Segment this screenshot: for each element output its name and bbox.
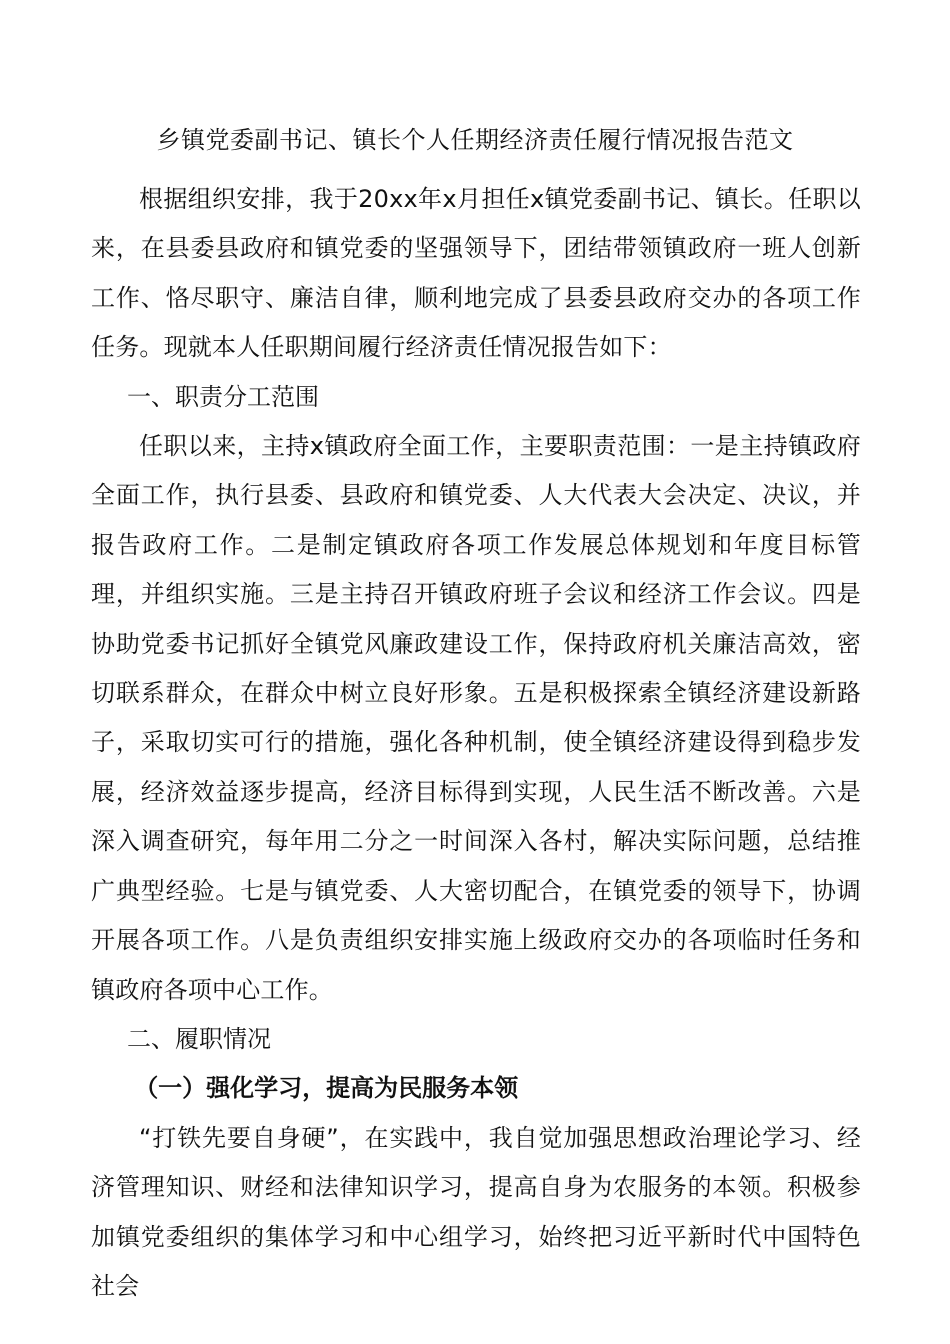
subsection-heading-study: （一）强化学习，提高为民服务本领 <box>134 1074 519 1103</box>
intro-paragraph: 根据组织安排，我于20xx年x月担任x镇党委副书记、镇长。任职以来，在县委县政府和镇党委的坚强领导下，团结带领镇政府一班人创新工作、恪尽职守、廉洁自律，顺利地完成了县委县政府交办的各项工作任务。现就本人任职期间履行经济责任情况报告如下： <box>91 185 861 362</box>
section-heading-performance: 二、履职情况 <box>127 1024 271 1053</box>
duties-paragraph: 任职以来，主持x镇政府全面工作，主要职责范围：一是主持镇政府全面工作，执行县委、县政府和镇党委、人大代表大会决定、决议，并报告政府工作。二是制定镇政府各项工作发展总体规划和年度目标管理，并组织实施。三是主持召开镇政府班子会议和经济工作会议。四是协助党委书记抓好全镇党风廉政建设工作，保持政府机关廉洁高效，密切联系群众，在群众中树立良好形象。五是积极探索全镇经济建设新路子，采取切实可行的措施，强化各种机制，使全镇经济建设得到稳步发展，经济效益逐步提高，经济目标得到实现，人民生活不断改善。六是深入调查研究，每年用二分之一时间深入各村，解决实际问题，总结推广典型经验。七是与镇党委、人大密切配合，在镇党委的领导下，协调开展各项工作。八是负责组织安排实施上级政府交办的各项临时任务和镇政府各项中心工作。 <box>91 432 861 1004</box>
document-title: 乡镇党委副书记、镇长个人任期经济责任履行情况报告范文 <box>156 126 794 154</box>
section-heading-duties: 一、职责分工范围 <box>127 382 319 411</box>
study-paragraph: “打铁先要自身硬”，在实践中，我自觉加强思想政治理论学习、经济管理知识、财经和法律知识学习，提高自身为农服务的本领。积极参加镇党委组织的集体学习和中心组学习，始终把习近平新时代中国特色社会 <box>91 1123 861 1300</box>
document-body <box>91 175 861 1311</box>
